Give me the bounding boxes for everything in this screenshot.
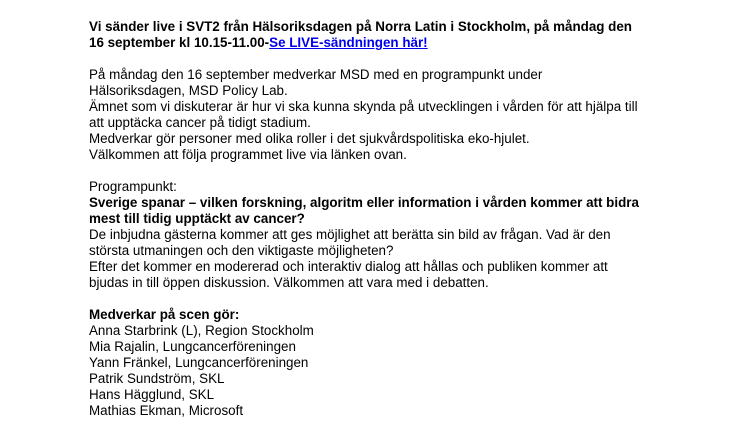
description-line: Ämnet som vi diskuterar är hur vi ska kunna skynda på utvecklingen i vården för att hjälpa till bbox=[89, 99, 638, 114]
program-body-line: Efter det kommer en modererad och interaktiv dialog att hållas och publiken kommer att bbox=[89, 259, 608, 274]
description-line: Medverkar gör personer med olika roller i det sjukvårdspolitiska eko-hjulet. bbox=[89, 131, 530, 146]
program-section bbox=[89, 179, 729, 291]
description-line: På måndag den 16 september medverkar MSD med en programpunkt under bbox=[89, 67, 543, 82]
participant-item: Mia Rajalin, Lungcancerföreningen bbox=[89, 339, 296, 354]
participant-item: Anna Starbrink (L), Region Stockholm bbox=[89, 323, 314, 338]
live-stream-link[interactable]: Se LIVE-sändningen här! bbox=[269, 35, 428, 50]
document-content bbox=[89, 19, 729, 435]
intro-date-time: 16 september kl 10.15-11.00- bbox=[89, 35, 270, 50]
program-body-line: bjudas in till öppen diskussion. Välkommen att vara med i debatten. bbox=[89, 275, 489, 290]
participant-item: Patrik Sundström, SKL bbox=[89, 371, 225, 386]
intro-line-1: Vi sänder live i SVT2 från Hälsoriksdagen på Norra Latin i Stockholm, på måndag den bbox=[89, 19, 632, 34]
program-label: Programpunkt: bbox=[89, 179, 177, 194]
description-line: att upptäcka cancer på tidigt stadium. bbox=[89, 115, 311, 130]
program-title-line-1: Sverige spanar – vilken forskning, algoritm eller information i vården kommer att bidra bbox=[89, 195, 639, 210]
participant-item: Hans Hägglund, SKL bbox=[89, 387, 215, 402]
description-paragraph bbox=[89, 67, 729, 163]
program-body-line: största utmaningen och den viktigaste möjligheten? bbox=[89, 243, 394, 258]
participant-item: Yann Fränkel, Lungcancerföreningen bbox=[89, 355, 309, 370]
description-line: Hälsoriksdagen, MSD Policy Lab. bbox=[89, 83, 288, 98]
participants-section bbox=[89, 307, 729, 419]
intro-paragraph bbox=[89, 19, 729, 51]
program-body-line: De inbjudna gästerna kommer att ges möjlighet att berätta sin bild av frågan. Vad är den bbox=[89, 227, 611, 242]
participant-item: Mathias Ekman, Microsoft bbox=[89, 403, 244, 418]
intro-line-2 bbox=[89, 35, 729, 51]
program-title-line-2: mest till tidig upptäckt av cancer? bbox=[89, 211, 305, 226]
description-line: Välkommen att följa programmet live via länken ovan. bbox=[89, 147, 407, 162]
participants-heading: Medverkar på scen gör: bbox=[89, 307, 240, 322]
